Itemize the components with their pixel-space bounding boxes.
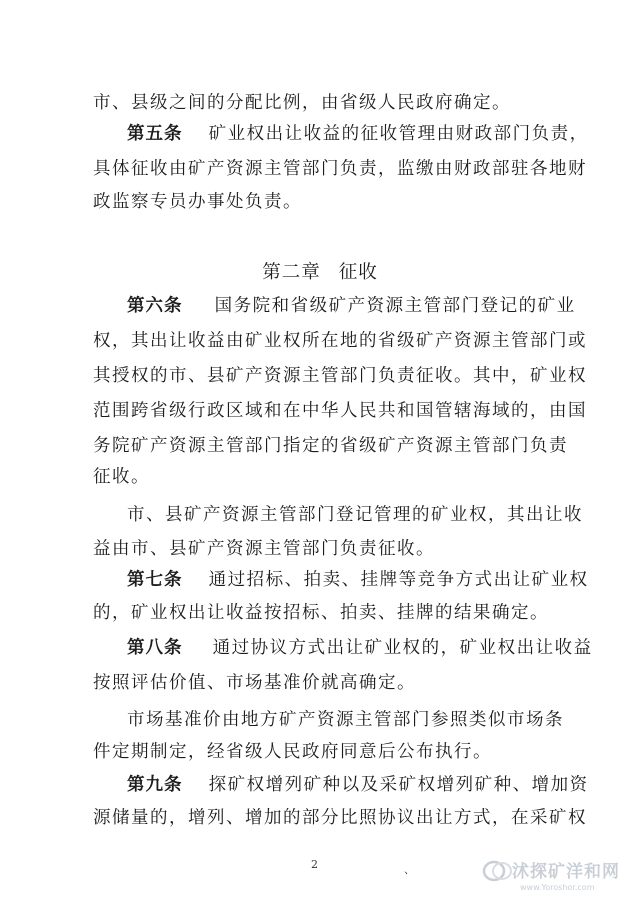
chapter-title: 征收 [338, 262, 378, 283]
page-number: 2 [311, 858, 318, 871]
body-text: 探矿权增列矿种以及采矿权增列矿种、增加资 [208, 775, 589, 795]
body-text: 通过招标、拍卖、挂牌等竞争方式出让矿业权 [208, 570, 589, 590]
body-text: 国务院和省级矿产资源主管部门登记的矿业 [214, 296, 576, 316]
article-6-first-line [127, 294, 576, 318]
body-line: 源储量的，增列、增加的部分比照协议出让方式，在采矿权 [93, 808, 587, 828]
body-line: 具体征收由矿产资源主管部门负责，监缴由财政部驻各地财 [93, 159, 587, 179]
body-text: 矿业权出让收益的征收管理由财政部门负责， [208, 124, 589, 144]
body-line: 市、县矿产资源主管部门登记管理的矿业权，其出让收 [127, 505, 583, 525]
body-line: 范围跨省级行政区域和在中华人民共和国管辖海域的，由国 [93, 401, 587, 421]
article-label: 第八条 [127, 638, 183, 658]
chapter-number: 第二章 [262, 262, 321, 283]
body-line: 政监察专员办事处负责。 [93, 192, 302, 212]
body-line: 市场基准价由地方矿产资源主管部门参照类似市场条 [127, 710, 564, 730]
article-label: 第七条 [127, 570, 183, 590]
article-9-first-line [127, 773, 589, 797]
article-8-first-line [127, 636, 593, 660]
chapter-heading [0, 260, 640, 286]
body-line: 件定期制定，经省级人民政府同意后公布执行。 [93, 742, 492, 762]
stray-mark: 、 [404, 863, 415, 876]
body-line: 权，其出让收益由矿业权所在地的省级矿产资源主管部门或 [93, 331, 587, 351]
article-label: 第九条 [127, 775, 183, 795]
watermark-logo [480, 856, 630, 896]
body-line: 益由市、县矿产资源主管部门负责征收。 [93, 539, 435, 559]
body-line: 按照评估价值、市场基准价就高确定。 [93, 673, 416, 693]
body-line: 的，矿业权出让收益按招标、拍卖、挂牌的结果确定。 [93, 603, 549, 623]
article-5-first-line [127, 122, 589, 146]
body-line: 务院矿产资源主管部门指定的省级矿产资源主管部门负责 [93, 436, 568, 456]
article-7-first-line [127, 568, 589, 592]
watermark-text: 沭探矿洋和网 [512, 862, 620, 882]
watermark-url: www.Yoroshor.com [520, 883, 595, 892]
article-label: 第六条 [127, 296, 183, 316]
body-line: 征收。 [93, 467, 150, 487]
article-label: 第五条 [127, 124, 183, 144]
body-line: 其授权的市、县矿产资源主管部门负责征收。其中，矿业权 [93, 366, 587, 386]
body-line: 市、县级之间的分配比例，由省级人民政府确定。 [93, 93, 511, 113]
body-text: 通过协议方式出让矿业权的，矿业权出让收益 [212, 638, 593, 658]
